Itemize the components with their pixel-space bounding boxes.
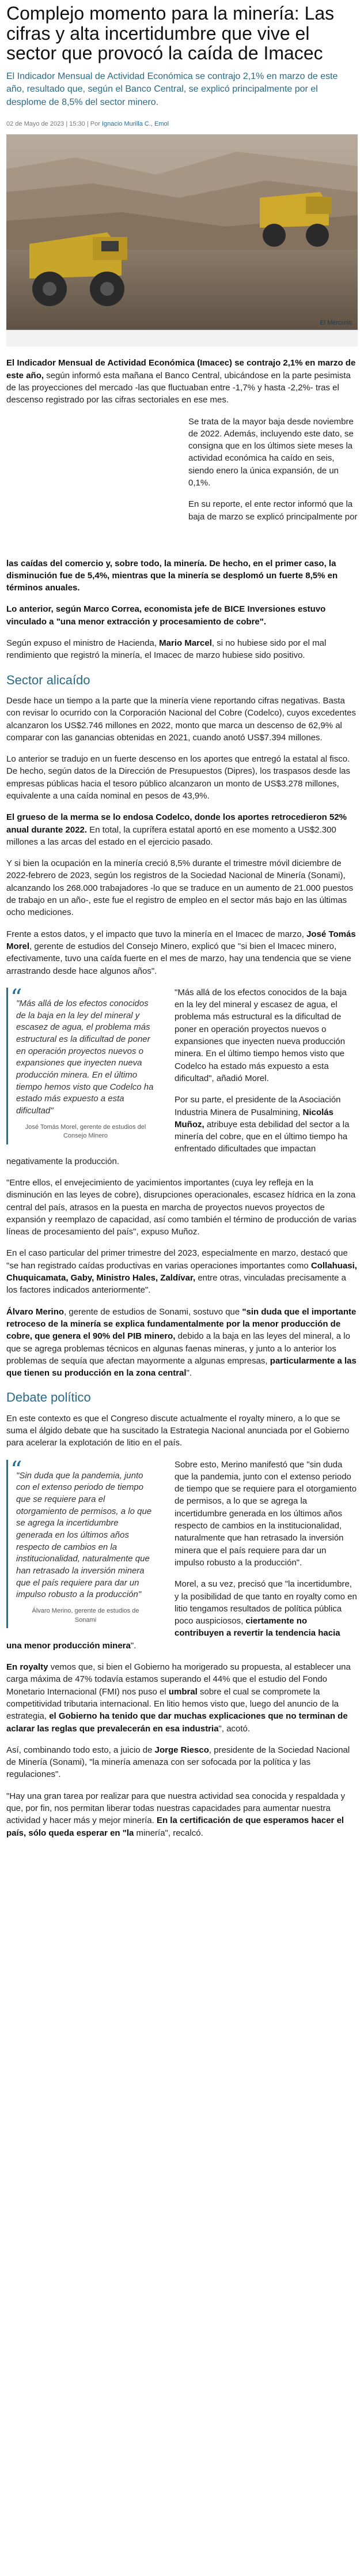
paragraph-14 <box>6 1247 358 1296</box>
pull-quote-author-2: Álvaro Merino, gerente de estudios de Sonami <box>32 1607 139 1624</box>
embedded-media-space <box>6 416 179 558</box>
paragraph-21 <box>6 1790 358 1839</box>
paragraph-12-c: atribuye esta debilidad del sector a la minería del cobre, que en el último tiempo ha enfrentado dificultades que impactan negativamente la producción. <box>6 1119 350 1166</box>
paragraph-20-b: Jorge Riesco <box>154 1745 209 1755</box>
paragraph-3-lead: En su reporte, el ente rector informó que la baja de marzo se explicó principalmente por <box>188 499 358 522</box>
paragraph-11: "Más allá de los efectos conocidos de la baja en la ley del mineral y escasez de agua, el problema más estructural es la dificultad de poner en operación proyectos nuevos o expansiones que inyecten nueva producción minera. En el último tiempo hemos visto que Codelco ha estado más expuesto a esta dificultad", añadió Morel. <box>175 987 347 1083</box>
paragraph-8-text: En total, la cuprífera estatal aportó en ese momento a US$2.300 millones a las arcas del estado en el ejercicio pasado. <box>6 824 336 847</box>
pull-quote-author: José Tomás Morel, gerente de estudios del Consejo Minero <box>25 1123 146 1140</box>
paragraph-10-b: José Tomás Morel <box>6 929 356 951</box>
paragraph-14-b: Collahuasi, Chuquicamata, Gaby, Ministro Hales, Zaldívar, <box>6 1260 357 1283</box>
paragraph-10-a: Frente a estos datos, y el impacto que tuvo la minería en el Imacec de marzo, <box>6 929 307 939</box>
paragraph-19-d: sobre el cual se compromete la competitividad tributaria internacional. En litio hemos visto que, luego del anuncio de la estrategia, <box>6 1686 339 1722</box>
paragraph-19-e: el Gobierno ha tenido que dar muchas explicaciones que no terminan de aclarar las reglas que prevalecerán en esa industria <box>6 1711 348 1734</box>
paragraph-19-f: ", acotó. <box>218 1723 251 1734</box>
paragraph-21-a: "Hay una gran tarea por realizar para que nuestra actividad sea conocida y respaldada y que, por fin, nos permitan liberar todas nuestras capacidades para aumentar nuestra actividad y hacer más y mejor minería. <box>6 1791 346 1826</box>
paragraph-1 <box>6 357 358 406</box>
paragraph-13: "Entre ellos, el envejecimiento de yacimientos importantes (cuya ley refleja en la disminución en las leyes de cobre), disrupciones operacionales, escasez hídrica en la zona central del país, atrasos en la puesta en marcha de proyectos nuevos proyectos de expansión y reemplazo de capacidad, así como también el término de producción de varias líneas de procesamiento del país", expuso Muñoz. <box>6 1178 357 1237</box>
paragraph-4 <box>6 603 358 628</box>
section-title-debate: Debate político <box>6 1390 91 1405</box>
article-meta <box>6 120 358 129</box>
paragraph-19-c: umbral <box>168 1686 198 1697</box>
paragraph-20-c: , presidente de la Sociedad Nacional de Minería (Sonami), "la minería amenaza con ser sofocada por la política y las regulaciones". <box>6 1745 350 1780</box>
paragraph-18-a: Morel, a su vez, precisó que "la incertidumbre, y la posibilidad de que tanto en royalty como en litio tengamos resultados de política pública poco auspiciosos, <box>175 1579 357 1626</box>
paragraph-7: Lo anterior se tradujo en un fuerte descenso en los aportes que entregó la estatal al fisco. De hecho, según datos de la Dirección de Presupuestos (Dipres), los traspasos desde las empresas públicas hacia el tesoro público alcanzaron un monto de US$3.278 millones, equivalente a una caída nominal en pesos de 43,9%. <box>6 754 350 801</box>
paragraph-20-a: Así, combinando todo esto, a juicio de <box>6 1745 155 1755</box>
paragraph-19-a: En royalty <box>6 1662 48 1673</box>
paragraph-17: Sobre esto, Merino manifestó que "sin duda que la pandemia, junto con el extenso periodo de tiempo que se requiere para el otorgamiento de permisos, a lo que se agrega la incertidumbre generada en los últimos años respecto de cambios en la institucionalidad, naturalmente que han retrasado la inversión minera que el país requiere para dar un impulso robusto a la producción". <box>175 1459 357 1568</box>
mining-trucks-photo <box>6 134 358 330</box>
paragraph-18-c: ". <box>130 1640 136 1651</box>
paragraph-12-a: Por su parte, el presidente de la Asociación Industria Minera de Pusalmining, <box>175 1095 341 1117</box>
paragraph-1-bold: El Indicador Mensual de Actividad Económica (Imacec) se contrajo 2,1% en marzo de este año, <box>6 358 356 381</box>
paragraph-14-a: En el caso particular del primer trimestre del 2023, especialmente en marzo, destacó que "se han registrado caídas productivas en varias operaciones importantes como <box>6 1248 348 1271</box>
paragraph-19 <box>6 1661 358 1735</box>
paragraph-block-2 <box>6 416 358 558</box>
article-deck: El Indicador Mensual de Actividad Económica se contrajo 2,1% en marzo de este año, resultado que, según el Banco Central, se explicó principalmente por el desplome de 8,5% del sector minero. <box>6 71 338 108</box>
photo-caption-bar <box>6 330 358 347</box>
paragraph-12-b: Nicolás Muñoz, <box>175 1107 333 1129</box>
paragraph-20 <box>6 1744 358 1781</box>
section-title-sector: Sector alicaído <box>6 672 90 687</box>
paragraph-6: Desde hace un tiempo a la parte que la minería viene reportando cifras negativas. Basta con revisar lo ocurrido con la Corporación Nacional del Cobre (Codelco), cuyos excedentes alcanzaron los US$2.746 millones en 2022, monto que marca un descenso de 62,9% al comparar con las ganancias obtenidas en 2021, cuando anotó US$7.394 millones. <box>6 695 356 743</box>
paragraph-15 <box>6 1306 358 1380</box>
paragraph-19-b: vemos que, si bien el Gobierno ha morigerado su propuesta, al establecer una carga máxima de 47% todavía estamos superando el 44% que el estudio del Fondo Monetario Internacional (FMI) nos puso el <box>6 1662 351 1697</box>
paragraph-16: En este contexto es que el Congreso discute actualmente el royalty minero, a lo que se suma el álgido debate que ha suscitado la Estrategia Nacional anunciada por el Gobierno para acelerar la explotación de litio en el país. <box>6 1413 350 1448</box>
quote-block-2 <box>6 1459 358 1661</box>
paragraph-14-c: entre otras, vinculadas precisamente a los factores indicados anteriormente". <box>6 1273 346 1295</box>
pull-quote-merino <box>6 1460 161 1629</box>
paragraph-15-c: "sin duda que el importante retroceso de la minería se explica fundamentalmente por la menor producción de cobre, que genera el 90% del PIB minero, <box>6 1306 357 1342</box>
paragraph-10 <box>6 928 358 977</box>
paragraph-4-bold: Lo anterior, según Marco Correa, economista jefe de BICE Inversiones estuvo vinculado a "una menor extracción y procesamiento de cobre". <box>6 604 326 627</box>
paragraph-3 <box>6 558 358 594</box>
article-photo <box>6 134 358 330</box>
article-date: 02 de Mayo de 2023 | 15:30 | Por <box>6 120 100 127</box>
paragraph-9: Y si bien la ocupación en la minería creció 8,5% durante el trimestre móvil diciembre de 2022-febrero de 2023, según los registros de la Sociedad Nacional de Minería (Sonami), alcanzando los 268.000 trabajadores -lo que se traduce en un aumento de 21.000 puestos de trabajo en un año-, este fue el registro de empleo en el sector más bajo en las últimas ocho mediciones. <box>6 858 354 918</box>
quote-block-1 <box>6 986 358 1177</box>
paragraph-8-bold: El grueso de la merma se lo endosa Codelco, donde los aportes retrocedieron 52% anual durante 2022. <box>6 812 347 835</box>
paragraph-15-b: , gerente de estudios de Sonami, sostuvo que <box>64 1306 242 1317</box>
paragraph-18-b: ciertamente no contribuyen a revertir la tendencia hacia una menor producción minera <box>6 1616 340 1651</box>
photo-credit: El Mercurio <box>320 319 352 326</box>
paragraph-2: Se trata de la mayor baja desde noviembre de 2022. Además, incluyendo este dato, se consigna que en los últimos siete meses la actividad económica ha caído en seis, siendo enero la única expansión, de un 0,1%. <box>188 416 354 488</box>
paragraph-5 <box>6 637 358 662</box>
pull-quote-text: “ "Más allá de los efectos conocidos de la baja en la ley del mineral y escasez de agua, el problema más estructural es la dificultad de poner en operación proyectos nuevos o expansiones que inyecten nueva producción minera. En el último tiempo hemos visto que Codelco ha estado más expuesto a esta dificultad" <box>16 998 154 1116</box>
pull-quote-text-2: “ "Sin duda que la pandemia, junto con el extenso periodo de tiempo que se requiere para el otorgamiento de permisos, a lo que se agrega la incertidumbre generada en los últimos años respecto de cambios en la institucionalidad, naturalmente que han retrasado la inversión minera que el país requiere para dar un impulso robusto a la producción" <box>16 1470 152 1600</box>
paragraph-15-a: Álvaro Merino <box>6 1306 65 1317</box>
paragraph-15-d: debido a la baja en las leyes del mineral, a lo que se agrega problemas técnicos en algunas faenas mineras, y junto a lo anterior los problemas de sequía que afectan mayormente a algunas empresas, <box>6 1331 350 1366</box>
paragraph-5-a: Según expuso el ministro de Hacienda, <box>6 638 160 649</box>
paragraph-15-f: ". <box>186 1368 192 1379</box>
paragraph-3-bold: las caídas del comercio y, sobre todo, la minería. De hecho, en el primer caso, la disminución fue de 5,4%, mientras que la minería se desplomó un fuerte 8,5% en términos anuales. <box>6 558 338 593</box>
paragraph-21-c: minería", recalcó. <box>134 1828 203 1838</box>
paragraph-15-e: particularmente a las que tienen su producción en la zona central <box>6 1355 357 1379</box>
paragraph-21-b: En la certificación de que esperamos hacer el país, sólo queda esperar en "la <box>6 1816 344 1838</box>
article-title: Complejo momento para la minería: Las cifras y alta incertidumbre que vive el sector que provocó la caída de Imacec <box>6 3 335 64</box>
paragraph-5-c: , si no hubiese sido por el mal rendimiento que registró la minería, el Imacec de marzo hubiese sido positivo. <box>6 638 327 661</box>
paragraph-1-text: según informó esta mañana el Banco Central, ubicándose en la parte pesimista de las proyecciones del mercado -las que fluctuaban entre -1,7% y hasta -2,2%- tras el descenso registrado por las cifras sectoriales en ese mes. <box>6 370 351 405</box>
paragraph-5-b: Mario Marcel <box>159 638 212 649</box>
paragraph-8 <box>6 811 358 848</box>
paragraph-10-c: , gerente de estudios del Consejo Minero, explicó que "si bien el Imacec minero, efectivamente, tuvo una caída fuerte en el mes de marzo, hay una tendencia que se viene arrastrando desde hace algunos años". <box>6 941 351 976</box>
article-author[interactable]: Ignacio Murilla C., Emol <box>101 120 169 127</box>
pull-quote-morel <box>6 988 161 1144</box>
